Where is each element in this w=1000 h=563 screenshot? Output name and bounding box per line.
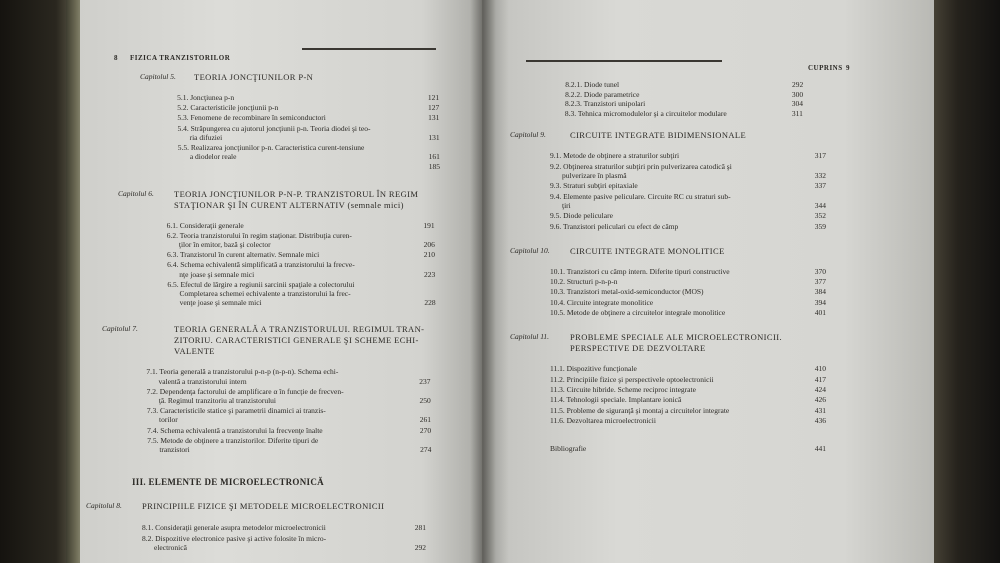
toc-entry-line: 7.4. Schema echivalentă a tranzistorului la frecvenţe înalte [147,425,323,435]
toc-entry-line: 10.5. Metode de obţinere a circuitelor integrale monolitice [550,308,726,317]
toc-entry-line: 9.1. Metode de obţinere a straturilor subţiri [550,151,680,161]
toc-entry-line: 5.4. Străpungerea cu ajutorul joncţiunii p-n. Teoria diodei şi teo- [177,123,371,133]
toc-entry-line: 7.1. Teoria generală a tranzistorului p-n-p (n-p-n). Schema echi- [146,367,339,377]
toc-entry-line: 8.2.3. Tranzistori unipolari [565,99,646,109]
toc-entry-line: ria difuziei [189,132,223,142]
bibliography-page: 441 [814,444,826,454]
left-page [80,0,482,563]
chapter-title: TEORIA GENERALĂ A TRANZISTORULUI. REGIMUL TRAN- [174,324,425,335]
toc-page-number: 370 [814,266,826,276]
toc-entry-line: a diodelor reale [189,152,237,162]
toc-entry-line: 8.2.2. Diode parametrice [565,89,640,99]
chapter-title: CIRCUITE INTEGRATE BIDIMENSIONALE [570,130,747,141]
chapter-label: Capitolul 5. [140,72,176,81]
toc-page-number: 131 [428,113,440,123]
toc-entry-line: 9.3. Straturi subţiri epitaxiale [550,181,638,191]
toc-page-number: 401 [814,308,826,317]
toc-entry-line: 11.2. Principiile fizice şi perspectivele optoelectronicii [550,374,714,384]
chapter-title: PROBLEME SPECIALE ALE MICROELECTRONICII. [570,332,782,343]
toc-page-number: 228 [424,298,436,308]
toc-entry-line: 6.1. Consideraţii generale [166,220,244,230]
toc-entry-line: 6.4. Schema echivalentă simplificată a tranzistorului la frecve- [167,260,355,270]
toc-entry-line: Completarea schemei echivalente a tranzistorului la frec- [179,289,351,298]
chapter-title: STAŢIONAR ŞI ÎN CURENT ALTERNATIV (semnale mici) [174,199,404,210]
toc-page-number: 417 [814,374,826,384]
toc-entry-line: valentă a tranzistorului intern [158,376,247,386]
toc-entry-line: 10.4. Circuite integrate monolitice [550,297,654,307]
toc-entry-line: 5.1. Joncţiunea p-n [177,93,235,102]
toc-entry-line: torilor [158,415,178,425]
toc-entry-line: 9.6. Tranzistori peliculari cu efect de câmp [550,221,679,231]
toc-entry-line: pulverizare în plasmă [562,171,627,180]
toc-page-number: 352 [814,211,826,221]
toc-entry-line: 7.2. Dependenţa factorului de amplificare α în funcţie de frecven- [146,386,344,396]
chapter-label: Capitolul 10. [510,245,550,255]
toc-entry-line: 7.5. Metode de obţinere a tranzistorilor. Diferite tipuri de [147,435,319,445]
toc-entry-line: 9.5. Diode peliculare [550,211,613,221]
toc-entry-line: 5.2. Caracteristicile joncţiunii p-n [177,103,279,113]
toc-page-number: 281 [414,523,426,533]
chapter-label: Capitolul 8. [86,501,122,511]
toc-page-number: 210 [423,250,435,260]
toc-entry-line: 8.3. Tehnica micromodulelor şi a circuitelor modulare [564,108,727,118]
chapter-title: CIRCUITE INTEGRATE MONOLITICE [570,245,725,256]
book-gutter [470,0,496,563]
toc-entry-line: 11.3. Circuite hibride. Scheme reciproc integrate [550,384,696,394]
toc-page-number: 237 [419,376,431,386]
toc-page-number: 394 [814,297,826,307]
chapter-title: TEORIA JONCŢIUNILOR P-N [194,72,314,82]
toc-entry-line: tranzistori [159,445,190,454]
header-rule [526,60,722,62]
toc-page-number: 185 [428,162,440,172]
page-number: 8 [114,54,118,62]
toc-page-number: 121 [427,93,440,102]
chapter-label: Capitolul 7. [102,324,138,334]
toc-page-number: 344 [814,200,826,210]
toc-entry-line: 7.3. Caracteristicile statice şi parametrii dinamici ai tranzis- [146,406,326,416]
section-title: III. ELEMENTE DE MICROELECTRONICĂ [132,477,324,488]
toc-page-number: 250 [419,396,431,405]
toc-entry-line: 8.2. Dispozitive electronice pasive şi active folosite în micro- [142,533,327,543]
toc-page-number: 304 [791,99,803,109]
toc-entry-line: 6.5. Efectul de lărgire a regiunii sarcinii spaţiale a colectorului [167,279,355,289]
chapter-title: TEORIA JONCŢIUNILOR P-N-P. TRANZISTORUL ÎN REGIM [174,188,419,199]
chapter-title: PRINCIPIILE FIZICE ŞI METODELE MICROELECTRONICII [142,501,385,512]
desk-background-right [930,0,1000,563]
toc-entry-line: ţiri [562,200,571,210]
toc-page-number: 359 [814,221,826,231]
toc-entry-line: 10.3. Tranzistori metal-oxid-semiconductor (MOS) [550,287,704,297]
chapter-title: PERSPECTIVE DE DEZVOLTARE [570,343,706,354]
toc-entry-line: 6.2. Teoria tranzistorului în regim staţionar. Distribuţia curen- [166,230,352,240]
toc-page-number: 292 [414,543,426,553]
running-head: FIZICA TRANZISTORILOR [130,54,231,62]
toc-entry-line: 10.2. Structuri p-n-p-n [550,277,618,287]
toc-page-number: 270 [419,425,432,435]
toc-page-number: 377 [814,277,826,287]
toc-page-number: 161 [428,152,440,162]
chapter-label: Capitolul 9. [510,130,546,140]
toc-page-number: 131 [428,132,440,142]
toc-page-number: 317 [814,151,826,161]
toc-page-number: 436 [814,415,826,425]
toc-entry-line: 11.1. Dispozitive funcţionale [550,364,637,374]
toc-page-number: 431 [814,405,826,415]
toc-page-number: 311 [791,108,803,118]
toc-page-number: 410 [814,364,826,374]
toc-page-number: 261 [419,415,431,425]
chapter-title: ZITORIU. CARACTERISTICI GENERALE ŞI SCHEME ECHI- [174,335,419,346]
desk-background-left [0,0,70,563]
toc-page-number: 332 [814,171,826,180]
toc-entry-line: 8.1. Consideraţii generale asupra metodelor microelectronicii [142,523,326,533]
toc-page-number: 127 [427,103,440,113]
toc-page-number: 300 [791,89,804,99]
toc-entry-line: 6.3. Tranzistorul în curent alternativ. Semnale mici [167,250,320,260]
toc-page-number: 337 [814,181,826,191]
right-page [482,0,934,563]
toc-entry-line: ţă. Regimul tranzitoriu al tranzistorului [158,396,277,405]
chapter-label: Capitolul 6. [118,188,154,198]
toc-page-number: 384 [814,287,826,297]
toc-entry-line: electronică [154,543,187,553]
toc-page-number: 274 [420,445,432,454]
toc-entry-line: 5.3. Fenomene de recombinare în semiconductori [177,113,326,123]
toc-entry-line: 11.6. Dezvoltarea microelectronicii [550,415,656,425]
page-number: 9 [846,64,850,72]
toc-entry-line: 11.4. Tehnologii speciale. Implantare ionică [550,395,682,405]
toc-page-number: 223 [423,269,436,279]
toc-entry-line: 11.5. Probleme de siguranţă şi montaj a circuitelor integrate [550,405,730,415]
toc-page-number: 206 [423,240,435,249]
chapter-title: VALENTE [174,346,215,357]
toc-entry-line: 10.1. Tranzistori cu câmp intern. Diferite tipuri constructive [550,266,730,276]
toc-page-number: 424 [814,384,826,394]
toc-entry-line: 9.4. Elemente pasive peliculare. Circuite RC cu straturi sub- [550,191,731,201]
toc-page-number: 426 [814,395,826,405]
toc-entry-line: nţe joase şi semnale mici [179,269,255,279]
toc-entry-line: 8.2.1. Diode tunel [565,80,620,89]
toc-page-number: 292 [791,80,804,89]
header-rule [302,48,436,50]
toc-entry-line: 9.2. Obţinerea straturilor subţiri prin pulverizarea catodică şi [550,161,732,171]
chapter-label: Capitolul 11. [510,332,550,342]
running-head: CUPRINS [808,64,843,72]
toc-entry-line: venţe joase şi semnale mici [179,298,262,308]
toc-entry-line: 5.5. Realizarea joncţiunilor p-n. Caracteristica curent-tensiune [177,143,365,152]
bibliography-label: Bibliografie [550,444,587,454]
toc-page-number: 191 [423,220,435,230]
toc-entry-line: ţilor în emitor, bază şi colector [178,240,271,249]
